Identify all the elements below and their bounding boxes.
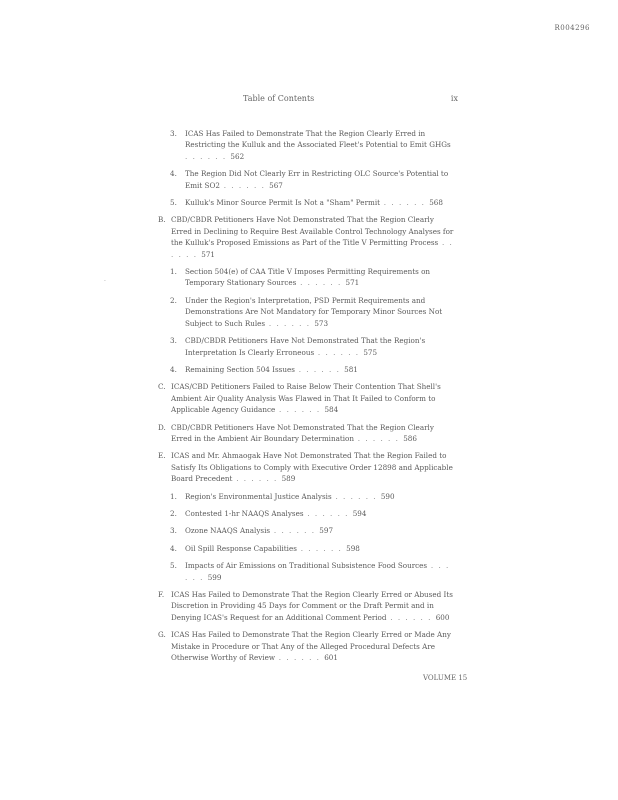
toc-entry-number: 3. [170,129,177,138]
toc-entry-page: 581 [344,364,358,374]
toc-entry-text [185,491,456,502]
toc-entry-label: CBD/CBDR Petitioners Have Not Demonstrated That the Region's Interpretation Is Clearly Erroneous [185,336,426,357]
toc-entry-number: 5. [170,561,177,571]
toc-leader-dots: . . . . . . [386,612,436,622]
toc-entry-page: 589 [281,474,296,484]
toc-entry-number: F. [158,590,165,599]
toc-entry-label: Ozone NAAQS Analysis [185,526,271,536]
toc-leader-dots: . . . . . . [219,180,270,190]
toc-entry-text [185,295,456,329]
toc-entry [158,629,456,663]
stray-mark: · [104,278,106,285]
toc-entry-label: Oil Spill Response Capabilities [185,543,297,553]
toc-entry [158,128,456,162]
toc-leader-dots: . . . . . . [296,278,346,288]
toc-entry-label: Section 504(e) of CAA Title V Imposes Permitting Requirements on Temporary Stationary Sources [185,267,431,288]
toc-entry-page: 586 [403,433,417,443]
toc-leader-dots: . . . . . . [275,653,325,663]
toc-entry-number: 3. [170,526,177,536]
toc-entry [158,491,456,502]
toc-entry [158,589,456,623]
toc-leader-dots: . . . . . . [354,433,404,443]
toc-entry-page: 599 [207,572,222,582]
toc-entry-number: 4. [170,169,177,179]
toc-entry-label: ICAS Has Failed to Demonstrate That the Region Clearly Erred in Restricting the Kulluk and the Associated Fleet's Potential to Emit GHGs [185,129,451,150]
toc-entry-label: CBD/CBDR Petitioners Have Not Demonstrated That the Region Clearly Erred in Declining to Require Best Available Control Technology Analyses for the Kulluk's Proposed Emissions as Part of the Title V Permitting Process [171,215,454,248]
toc-entry-number: 1. [170,267,177,277]
toc-entry-label: Contested 1-hr NAAQS Analyses [185,508,304,518]
toc-entry-label: ICAS/CBD Petitioners Failed to Raise Below Their Contention That Shell's Ambient Air Quality Analysis Was Flawed in That It Failed to Conform to Applicable Agency Guidance [171,382,441,415]
toc-entry-text [171,589,456,623]
toc-leader-dots: . . . . . . [265,318,315,328]
toc-entry [158,168,456,191]
toc-entry-label: ICAS Has Failed to Demonstrate That the Region Clearly Erred or Made Any Mistake in Procedure or That Any of the Alleged Procedural Defects Are Otherwise Worthy of Review [171,630,451,663]
toc-leader-dots: . . . . . . [185,561,450,582]
toc-entry-page: 600 [435,612,450,622]
toc-entry-label: Region's Environmental Justice Analysis [185,491,332,501]
toc-entry-number: 2. [170,295,177,305]
toc-entry-label: Under the Region's Interpretation, PSD Permit Requirements and Demonstrations Are Not Mandatory for Temporary Minor Sources Not Subject to Such Rules [185,295,443,328]
toc-entry-number: G. [158,630,166,640]
toc-leader-dots: . . . . . . [294,364,345,374]
toc-entry-page: 571 [201,249,215,259]
toc-entry [158,266,456,289]
toc-entry-label: The Region Did Not Clearly Err in Restricting OLC Source's Potential to Emit SO2 [185,169,449,190]
toc-entry-label: CBD/CBDR Petitioners Have Not Demonstrated That the Region Clearly Erred in the Ambient Air Boundary Determination [171,422,434,443]
toc-leader-dots: . . . . . . [171,238,454,259]
page-id-stamp: R004296 [554,24,590,32]
toc-entry-text [171,381,456,415]
toc-entry-text [171,214,456,260]
toc-entry [158,335,456,358]
toc-entry-number: 5. [170,198,177,208]
toc-entry-page: 584 [324,405,339,415]
toc-entry-number: 4. [170,364,177,374]
toc-entry [158,508,456,519]
toc-entry-text [185,266,456,289]
toc-entry-page: 594 [352,508,367,518]
toc-entry-number: D. [158,422,166,432]
toc-leader-dots: . . . . . . [232,474,282,484]
toc-entry [158,422,456,445]
toc-entry-page: 601 [324,653,338,663]
toc-entry-number: 1. [170,491,177,501]
toc-entry-text [185,508,456,519]
toc-entry-label: Remaining Section 504 Issues [185,364,295,374]
toc-entry-page: 575 [363,347,378,357]
toc-entry-text [185,335,456,358]
toc-entry [158,560,456,583]
toc-entry-number: 4. [170,543,177,553]
toc-entry-text [185,364,456,375]
page-footer: VOLUME 15 [423,674,468,682]
toc-entry [158,364,456,375]
toc-leader-dots: . . . . . . [270,526,320,536]
toc-entry-text [185,543,456,554]
toc-entry [158,381,456,415]
header-title: Table of Contents [243,94,315,103]
toc-leader-dots: . . . . . . [185,151,231,161]
toc-entry-page: 571 [345,278,360,288]
toc-entry-page: 568 [429,198,443,208]
toc-entry [158,543,456,554]
toc-entry-text [171,629,456,663]
toc-entry-page: 597 [319,526,334,536]
toc-entry-text [185,197,456,208]
toc-entry [158,214,456,260]
toc-entry [158,525,456,536]
toc-entry-page: 567 [269,180,283,190]
toc-leader-dots: . . . . . . [296,543,347,553]
toc-entry-text [185,168,456,191]
toc-leader-dots: . . . . . . [380,198,430,208]
toc-entry-text [185,525,456,536]
toc-leader-dots: . . . . . . [331,491,381,501]
toc-entry-number: C. [158,382,166,392]
toc-entry-text [171,422,456,445]
toc-entry-page: 562 [230,151,245,161]
toc-entry-number: E. [158,451,166,461]
toc-entry-page: 598 [346,543,360,553]
toc-leader-dots: . . . . . . [314,347,364,357]
toc-entry-label: Kulluk's Minor Source Permit Is Not a "Sham" Permit [185,198,381,208]
toc-entry-text [185,560,456,583]
toc-entry [158,295,456,329]
header-page-number: ix [450,94,458,103]
toc-entry-number: B. [158,215,166,225]
running-header [243,94,458,103]
toc-entry-text [171,450,456,484]
toc-entry-text [185,128,456,162]
toc-entry-label: Impacts of Air Emissions on Traditional Subsistence Food Sources [185,561,428,571]
toc-entry-page: 590 [380,491,395,501]
table-of-contents [158,128,456,669]
toc-leader-dots: . . . . . . [303,508,353,518]
toc-entry-number: 2. [170,508,177,518]
toc-entry-label: ICAS Has Failed to Demonstrate That the Region Clearly Erred or Abused Its Discretion in Providing 45 Days for Comment or the Draft Permit and in Denying ICAS's Request for an Additional Comment Period [171,590,453,622]
toc-entry-number: 3. [170,336,177,346]
toc-leader-dots: . . . . . . [275,405,325,415]
toc-entry-page: 573 [314,318,329,328]
toc-entry-label: ICAS and Mr. Ahmaogak Have Not Demonstrated That the Region Failed to Satisfy Its Obligations to Comply with Executive Order 12898 and Applicable Board Precedent [171,451,453,484]
toc-entry [158,450,456,484]
toc-entry [158,197,456,208]
